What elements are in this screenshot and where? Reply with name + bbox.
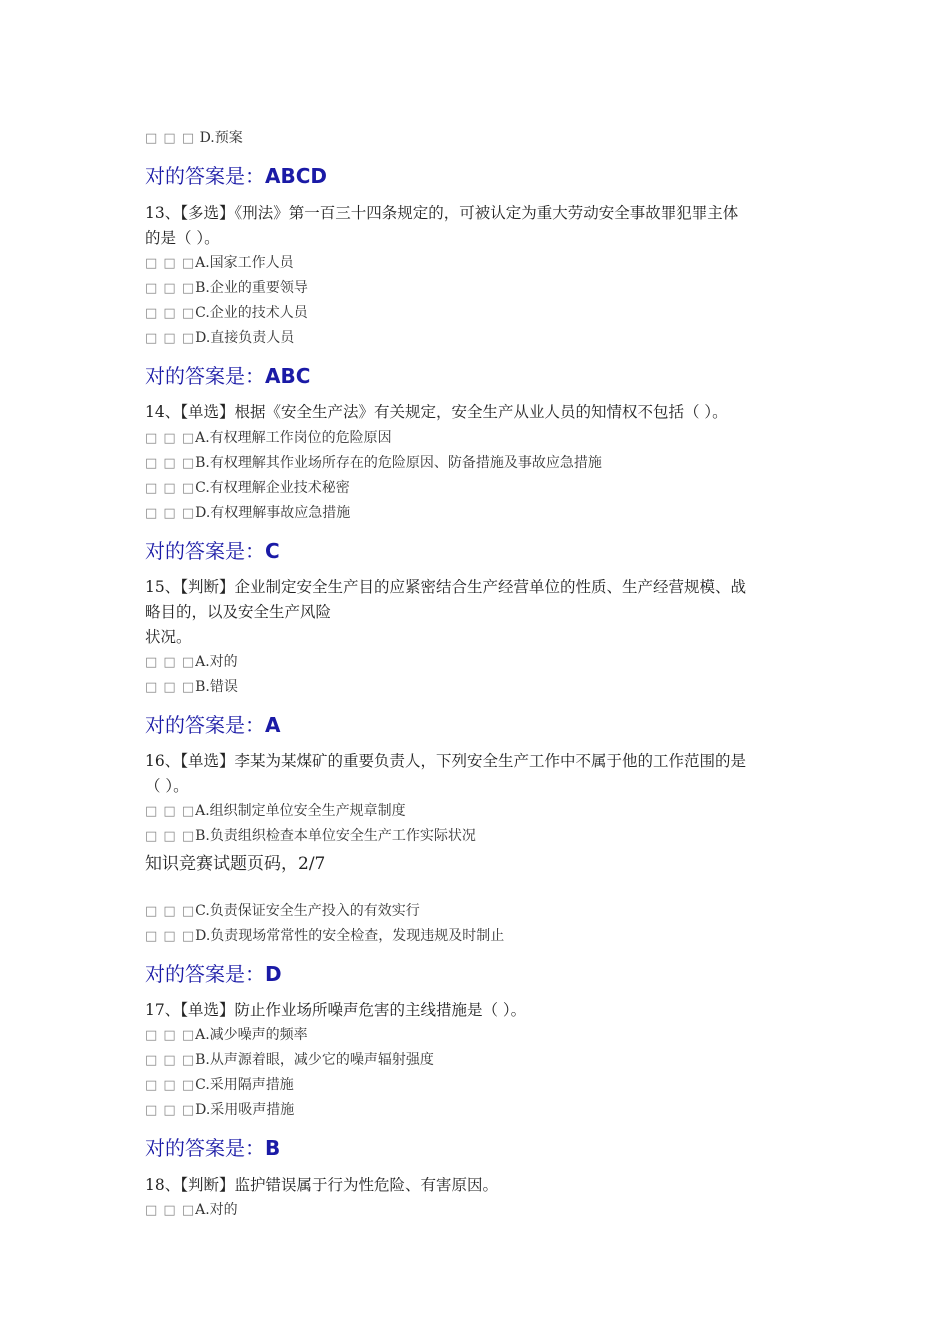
option-item: □ □ □B.从声源着眼，减少它的噪声辐射强度 bbox=[145, 1052, 434, 1068]
page-footer: 知识竞赛试题页码，2/7 bbox=[145, 854, 326, 874]
option-item: □ □ □D.直接负责人员 bbox=[145, 330, 295, 346]
answer-line: 对的答案是：B bbox=[145, 1136, 281, 1160]
answer-line: 对的答案是：C bbox=[145, 539, 280, 563]
checkbox-icon: □ □ □ bbox=[145, 804, 196, 819]
question-stem: 13、【多选】《刑法》第一百三十四条规定的，可被认定为重大劳动安全事故罪犯罪主体 bbox=[145, 204, 739, 222]
option-item: □ □ □B.错误 bbox=[145, 679, 238, 695]
option-item: □ □ □D.负责现场常常性的安全检查，发现违规及时制止 bbox=[145, 928, 505, 944]
question-stem: 14、【单选】根据《安全生产法》有关规定，安全生产从业人员的知情权不包括（ ）。 bbox=[145, 403, 728, 421]
option-item: □ □ □A.减少噪声的频率 bbox=[145, 1027, 308, 1043]
checkbox-icon: □ □ □ bbox=[145, 256, 196, 271]
checkbox-icon: □ □ □ bbox=[145, 506, 196, 521]
option-item: □ □ □C.负责保证安全生产投入的有效实行 bbox=[145, 903, 420, 919]
option-item: □ □ □B.负责组织检查本单位安全生产工作实际状况 bbox=[145, 828, 476, 844]
question-stem: 状况。 bbox=[145, 628, 192, 646]
checkbox-icon: □ □ □ bbox=[145, 131, 196, 146]
checkbox-icon: □ □ □ bbox=[145, 680, 196, 695]
checkbox-icon: □ □ □ bbox=[145, 1103, 196, 1118]
option-item: □ □ □B.企业的重要领导 bbox=[145, 280, 308, 296]
option-item: □ □ □ D.预案 bbox=[145, 130, 243, 146]
checkbox-icon: □ □ □ bbox=[145, 929, 196, 944]
checkbox-icon: □ □ □ bbox=[145, 456, 196, 471]
checkbox-icon: □ □ □ bbox=[145, 1078, 196, 1093]
option-item: □ □ □C.有权理解企业技术秘密 bbox=[145, 480, 350, 496]
option-item: □ □ □B.有权理解其作业场所存在的危险原因、防备措施及事故应急措施 bbox=[145, 455, 602, 471]
checkbox-icon: □ □ □ bbox=[145, 1203, 196, 1218]
answer-line: 对的答案是：A bbox=[145, 713, 281, 737]
checkbox-icon: □ □ □ bbox=[145, 655, 196, 670]
checkbox-icon: □ □ □ bbox=[145, 1053, 196, 1068]
option-item: □ □ □C.企业的技术人员 bbox=[145, 305, 308, 321]
option-item: □ □ □A.组织制定单位安全生产规章制度 bbox=[145, 803, 406, 819]
option-item: □ □ □C.采用隔声措施 bbox=[145, 1077, 294, 1093]
answer-line: 对的答案是：ABCD bbox=[145, 164, 328, 188]
question-stem: 18、【判断】监护错误属于行为性危险、有害原因。 bbox=[145, 1176, 498, 1194]
option-item: □ □ □D.有权理解事故应急措施 bbox=[145, 505, 351, 521]
question-stem: 的是（ ）。 bbox=[145, 229, 220, 247]
question-stem: 16、【单选】李某为某煤矿的重要负责人，下列安全生产工作中不属于他的工作范围的是 bbox=[145, 752, 746, 770]
option-item: □ □ □A.有权理解工作岗位的危险原因 bbox=[145, 430, 392, 446]
checkbox-icon: □ □ □ bbox=[145, 481, 196, 496]
question-stem: 15、【判断】企业制定安全生产目的应紧密结合生产经营单位的性质、生产经营规模、战 bbox=[145, 578, 746, 596]
question-stem: 略目的，以及安全生产风险 bbox=[145, 603, 332, 621]
option-item: □ □ □A.国家工作人员 bbox=[145, 255, 294, 271]
answer-line: 对的答案是：ABC bbox=[145, 364, 311, 388]
option-item: □ □ □D.采用吸声措施 bbox=[145, 1102, 295, 1118]
option-item: □ □ □A.对的 bbox=[145, 1202, 238, 1218]
question-stem: 17、【单选】防止作业场所噪声危害的主线措施是（ ）。 bbox=[145, 1001, 527, 1019]
checkbox-icon: □ □ □ bbox=[145, 281, 196, 296]
checkbox-icon: □ □ □ bbox=[145, 829, 196, 844]
option-item: □ □ □A.对的 bbox=[145, 654, 238, 670]
checkbox-icon: □ □ □ bbox=[145, 431, 196, 446]
checkbox-icon: □ □ □ bbox=[145, 306, 196, 321]
answer-line: 对的答案是：D bbox=[145, 962, 282, 986]
checkbox-icon: □ □ □ bbox=[145, 1028, 196, 1043]
checkbox-icon: □ □ □ bbox=[145, 904, 196, 919]
question-stem: （ ）。 bbox=[145, 777, 189, 795]
checkbox-icon: □ □ □ bbox=[145, 331, 196, 346]
